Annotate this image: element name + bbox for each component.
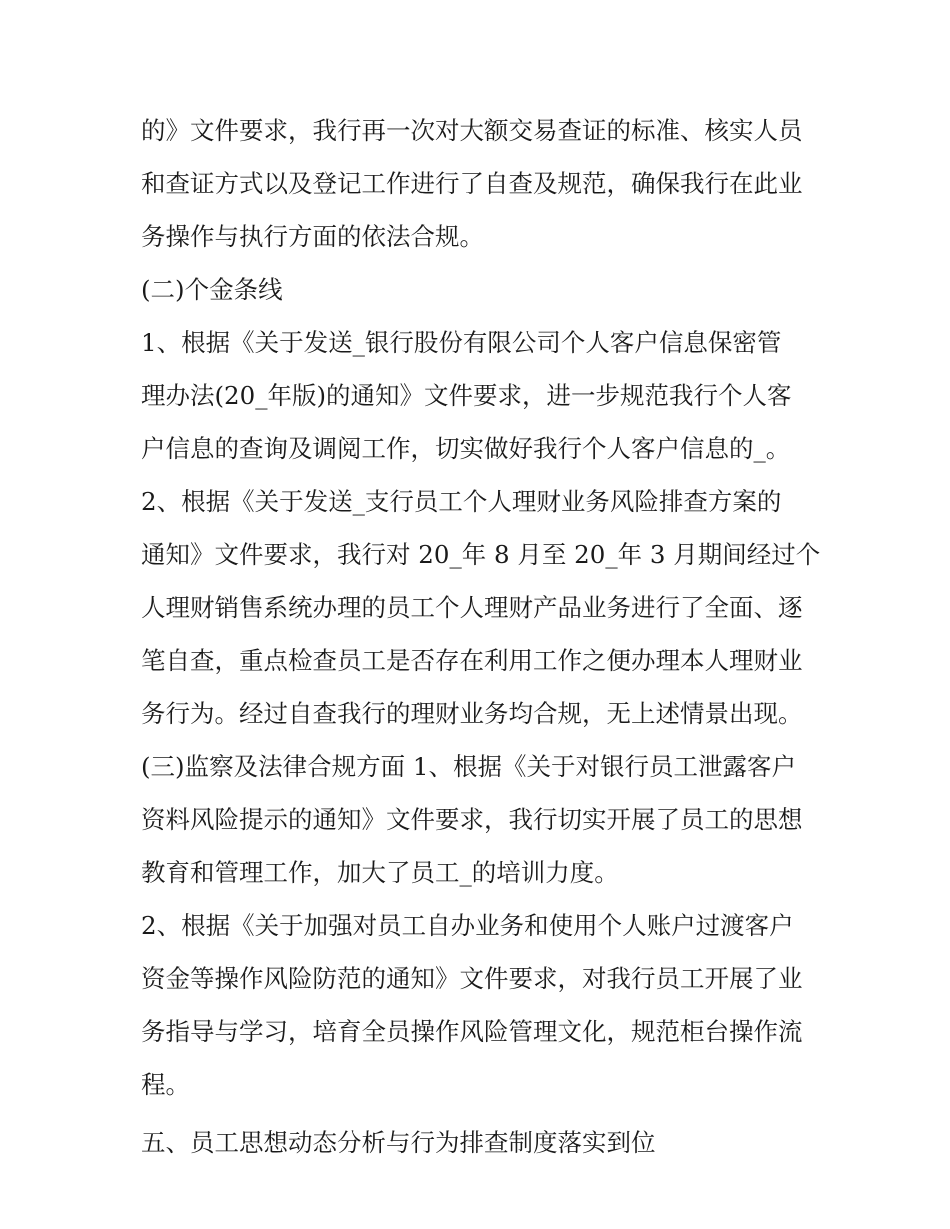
text-line: 资料风险提示的通知》文件要求，我行切实开展了员工的思想 <box>141 805 803 834</box>
text-line: 通知》文件要求，我行对 20_年 8 月至 20_年 3 月期间经过个 <box>141 540 821 569</box>
text-line: 人理财销售系统办理的员工个人理财产品业务进行了全面、逐 <box>141 593 803 622</box>
text-line: 2、根据《关于加强对员工自办业务和使用个人账户过渡客户 <box>141 911 794 940</box>
section-heading: (二)个金条线 <box>141 275 283 304</box>
text-line: 资金等操作风险防范的通知》文件要求，对我行员工开展了业 <box>141 964 803 993</box>
text-line: 务指导与学习，培育全员操作风险管理文化，规范柜台操作流 <box>141 1017 803 1046</box>
text-line: 务行为。经过自查我行的理财业务均合规，无上述情景出现。 <box>141 699 803 728</box>
text-line: 理办法(20_年版)的通知》文件要求，进一步规范我行个人客 <box>141 381 792 410</box>
document-body <box>141 104 821 1169</box>
section-heading: 五、员工思想动态分析与行为排查制度落实到位 <box>141 1128 656 1157</box>
text-line: 程。 <box>141 1070 190 1099</box>
text-line: 2、根据《关于发送_支行员工个人理财业务风险排查方案的 <box>141 487 782 516</box>
text-line: (三)监察及法律合规方面 1、根据《关于对银行员工泄露客户 <box>141 752 796 781</box>
text-line: 教育和管理工作，加大了员工_的培训力度。 <box>141 858 619 887</box>
text-line: 1、根据《关于发送_银行股份有限公司个人客户信息保密管 <box>141 328 782 357</box>
text-line: 务操作与执行方面的依法合规。 <box>141 222 484 251</box>
text-line: 和查证方式以及登记工作进行了自查及规范，确保我行在此业 <box>141 169 803 198</box>
text-line: 户信息的查询及调阅工作，切实做好我行个人客户信息的_。 <box>141 434 791 463</box>
text-line: 笔自查，重点检查员工是否存在利用工作之便办理本人理财业 <box>141 646 803 675</box>
text-line: 的》文件要求，我行再一次对大额交易查证的标准、核实人员 <box>141 116 803 145</box>
